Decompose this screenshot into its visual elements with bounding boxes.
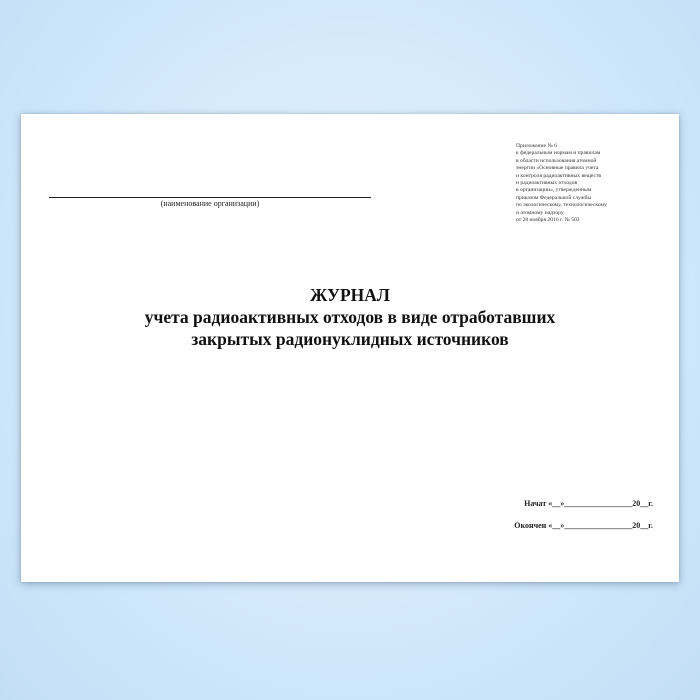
appendix-line: энергии «Основные правила учета [516, 165, 599, 172]
organization-name-line [49, 197, 371, 198]
document-page [21, 114, 679, 582]
journal-subtitle-line-1: учета радиоактивных отходов в виде отработавших [144, 307, 556, 327]
appendix-line: к федеральным нормам и правилам [516, 150, 601, 157]
appendix-line: в организации», утвержденным [516, 187, 592, 194]
appendix-line: и атомному надзору [516, 209, 564, 216]
appendix-line: и контроля радиоактивных веществ [516, 172, 602, 179]
appendix-line: по экологическому, технологическому [516, 202, 607, 209]
organization-caption: (наименование организации) [160, 199, 260, 208]
journal-subtitle-line-2: закрытых радионуклидных источников [191, 329, 509, 349]
appendix-line: и радиоактивных отходов [516, 180, 578, 187]
ended-date-field: Окончен «__»_________________20__г. [514, 521, 653, 530]
journal-title: ЖУРНАЛ [310, 285, 390, 305]
journal-title-block [21, 284, 679, 350]
appendix-note [516, 143, 666, 224]
appendix-line: приказом Федеральной службы [516, 194, 592, 201]
appendix-line: Приложение № 6 [516, 143, 557, 149]
appendix-line: от 28 ноября 2016 г. № 503 [516, 217, 580, 224]
started-date-field: Начат «__»_________________20__г. [524, 499, 653, 508]
appendix-line: в области использования атомной [516, 157, 597, 164]
